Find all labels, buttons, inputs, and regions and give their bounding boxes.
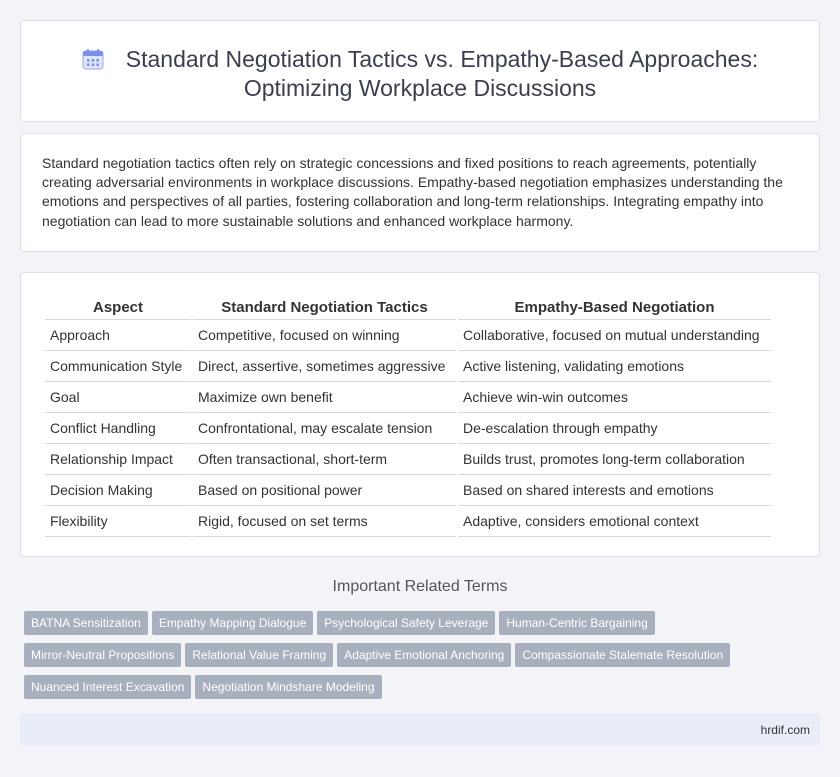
title-line-1: Standard Negotiation Tactics vs. Empathy-Based Approaches: (125, 46, 759, 72)
cell-aspect: Conflict Handling (45, 413, 191, 444)
term-tag[interactable]: Empathy Mapping Dialogue (152, 611, 313, 635)
header-standard: Standard Negotiation Tactics (193, 295, 456, 320)
cell-aspect: Decision Making (45, 475, 191, 506)
cell-standard: Confrontational, may escalate tension (193, 413, 456, 444)
table-row (45, 413, 771, 444)
comparison-table (43, 295, 773, 537)
page-title (21, 45, 819, 103)
cell-standard: Maximize own benefit (193, 382, 456, 413)
cell-standard: Rigid, focused on set terms (193, 506, 456, 537)
table-row (45, 506, 771, 537)
table-row (45, 320, 771, 351)
table-row (45, 475, 771, 506)
cell-aspect: Approach (45, 320, 191, 351)
cell-empathy: Builds trust, promotes long-term collaboration (458, 444, 771, 475)
header-empathy: Empathy-Based Negotiation (458, 295, 771, 320)
table-row (45, 351, 771, 382)
table-header-row (45, 295, 771, 320)
footer-site-link[interactable]: hrdif.com (760, 723, 810, 737)
footer (20, 713, 820, 746)
cell-standard: Direct, assertive, sometimes aggressive (193, 351, 456, 382)
header-aspect: Aspect (45, 295, 191, 320)
cell-standard: Often transactional, short-term (193, 444, 456, 475)
related-terms-title: Important Related Terms (332, 578, 508, 595)
table-row (45, 444, 771, 475)
term-tag[interactable]: Relational Value Framing (185, 643, 333, 667)
intro-card (20, 133, 820, 252)
related-terms-list (24, 611, 784, 707)
cell-empathy: Achieve win-win outcomes (458, 382, 771, 413)
cell-standard: Competitive, focused on winning (193, 320, 456, 351)
intro-paragraph: Standard negotiation tactics often rely on strategic concessions and fixed positions to reach agreements, potentially creating adversarial environments in workplace discussions. Empathy-based negotiation emphasizes understanding the emotions and perspectives of all parties, fostering collaboration and long-term relationships. Integrating empathy into negotiation can lead to more sustainable solutions and enhanced workplace harmony. (42, 155, 783, 229)
term-tag[interactable]: BATNA Sensitization (24, 611, 148, 635)
term-tag[interactable]: Nuanced Interest Excavation (24, 675, 191, 699)
title-line-2: Optimizing Workplace Discussions (243, 75, 597, 101)
term-tag[interactable]: Compassionate Stalemate Resolution (515, 643, 730, 667)
cell-empathy: Collaborative, focused on mutual understanding (458, 320, 771, 351)
table-row (45, 382, 771, 413)
cell-empathy: De-escalation through empathy (458, 413, 771, 444)
term-tag[interactable]: Negotiation Mindshare Modeling (195, 675, 381, 699)
cell-aspect: Communication Style (45, 351, 191, 382)
cell-empathy: Based on shared interests and emotions (458, 475, 771, 506)
term-tag[interactable]: Psychological Safety Leverage (317, 611, 495, 635)
term-tag[interactable]: Human-Centric Bargaining (499, 611, 654, 635)
cell-aspect: Flexibility (45, 506, 191, 537)
term-tag[interactable]: Mirror-Neutral Propositions (24, 643, 181, 667)
comparison-card (20, 272, 820, 557)
cell-aspect: Goal (45, 382, 191, 413)
cell-empathy: Adaptive, considers emotional context (458, 506, 771, 537)
calendar-icon (82, 48, 104, 70)
term-tag[interactable]: Adaptive Emotional Anchoring (337, 643, 511, 667)
cell-standard: Based on positional power (193, 475, 456, 506)
title-card (20, 20, 820, 122)
cell-empathy: Active listening, validating emotions (458, 351, 771, 382)
cell-aspect: Relationship Impact (45, 444, 191, 475)
